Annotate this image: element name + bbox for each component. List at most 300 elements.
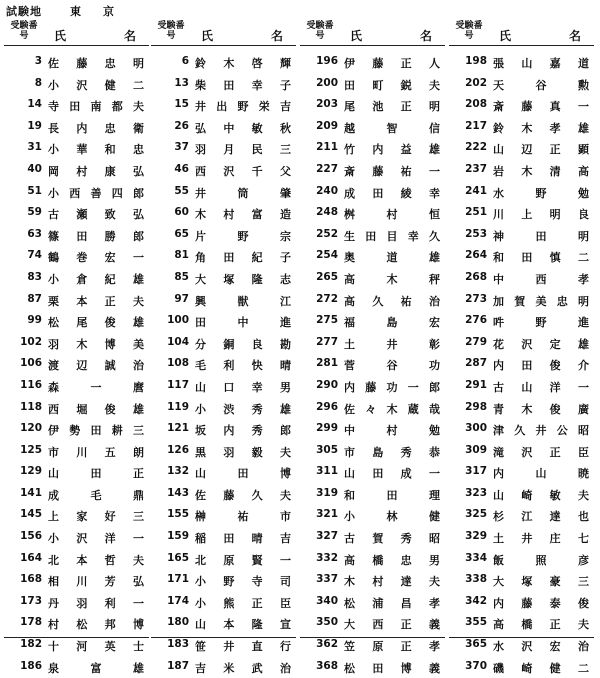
- results-column: [300, 21, 445, 675]
- candidate-name: 鈴 木 孝 雄: [493, 121, 589, 135]
- table-row: [4, 398, 149, 420]
- exam-number: 117: [167, 378, 189, 391]
- table-row: [300, 527, 445, 549]
- table-row: [151, 160, 296, 182]
- candidate-name: 松 尾 俊 雄: [48, 316, 144, 330]
- table-row: [151, 376, 296, 398]
- candidate-name: 福 島 宏: [344, 316, 440, 330]
- table-row: [300, 52, 445, 74]
- exam-number: 180: [167, 616, 189, 629]
- candidate-name: 榊 祐 市: [195, 510, 291, 524]
- column-header: [4, 21, 149, 51]
- table-row: [151, 570, 296, 592]
- exam-number: 241: [465, 184, 487, 197]
- table-row: [300, 635, 445, 657]
- table-row: [449, 160, 594, 182]
- table-row: [449, 117, 594, 139]
- candidate-name: 成 田 綾 幸: [344, 186, 440, 200]
- table-row: [300, 354, 445, 376]
- exam-number: 198: [465, 55, 487, 67]
- exam-number: 309: [465, 443, 487, 456]
- table-row: [151, 484, 296, 506]
- table-row: [151, 613, 296, 635]
- table-row: [300, 657, 445, 678]
- exam-number: 40: [27, 162, 42, 175]
- table-row: [449, 505, 594, 527]
- candidate-name: 佐 藤 忠 明: [48, 57, 144, 70]
- candidate-name: 木 村 富 造: [195, 208, 291, 222]
- exam-number: 13: [174, 76, 189, 89]
- candidate-name: 泉 富 雄: [48, 661, 144, 675]
- candidate-name: 松 田 博 義: [344, 661, 440, 675]
- table-row: [300, 398, 445, 420]
- candidate-name: 西 堀 俊 雄: [48, 402, 144, 416]
- exam-number: 208: [465, 98, 487, 111]
- candidate-name: 山 田 成 一: [344, 467, 440, 481]
- exam-number: 370: [465, 659, 487, 672]
- candidate-name: 岩 木 清 高: [493, 164, 589, 178]
- exam-number: 291: [465, 378, 487, 391]
- name-header-given: 名: [123, 29, 138, 43]
- exam-number: 299: [316, 422, 338, 435]
- exam-number: 155: [167, 508, 189, 521]
- column-header: [300, 21, 445, 51]
- candidate-name: 市 島 秀 恭: [344, 445, 440, 459]
- candidate-name: 土 井 庄 七: [493, 532, 589, 546]
- table-row: [151, 246, 296, 268]
- candidate-name: 高 久 祐 治: [344, 294, 440, 308]
- exam-number: 186: [20, 659, 42, 672]
- candidate-name: 内 田 俊 介: [493, 359, 589, 373]
- table-row: [151, 95, 296, 117]
- candidate-name: 土 井 彰: [344, 337, 440, 351]
- candidate-name: 中 西 孝: [493, 272, 589, 286]
- table-row: [300, 160, 445, 182]
- exam-number: 46: [174, 162, 189, 175]
- table-row: [449, 354, 594, 376]
- candidate-name: 杉 江 達 也: [493, 510, 589, 524]
- exam-number: 116: [20, 378, 42, 391]
- table-row: [449, 268, 594, 290]
- exam-number: 240: [316, 184, 338, 197]
- candidate-name: 大 塚 隆 志: [195, 272, 291, 286]
- exam-number: 337: [316, 573, 338, 586]
- exam-number: 74: [27, 249, 42, 262]
- table-row: [151, 398, 296, 420]
- table-row: [300, 182, 445, 204]
- header-rule: [300, 45, 445, 46]
- table-row: [151, 182, 296, 204]
- candidate-name: 山 本 隆 宣: [195, 618, 291, 632]
- exam-number: 159: [167, 530, 189, 543]
- table-row: [4, 138, 149, 160]
- exam-number: 59: [27, 206, 42, 219]
- exam-number-header: 受験番号: [157, 21, 185, 41]
- exam-number: 83: [27, 270, 42, 283]
- name-header-surname: 氏: [499, 29, 514, 43]
- results-column: [151, 21, 296, 675]
- candidate-name: 水 野 勉: [493, 186, 589, 200]
- table-row: [4, 484, 149, 506]
- name-header: [493, 27, 589, 44]
- table-row: [4, 635, 149, 657]
- table-row: [151, 549, 296, 571]
- exam-number: 329: [465, 530, 487, 543]
- exam-number: 252: [316, 227, 338, 240]
- results-column: [449, 21, 594, 675]
- exam-number: 141: [20, 486, 42, 499]
- candidate-name: 生 田 目 幸 久: [344, 229, 440, 243]
- exam-number: 6: [181, 55, 189, 67]
- table-row: [151, 441, 296, 463]
- exam-number: 334: [465, 551, 487, 564]
- table-row: [151, 138, 296, 160]
- table-row: [449, 484, 594, 506]
- candidate-name: 中 村 勉: [344, 424, 440, 438]
- table-row: [4, 74, 149, 96]
- candidate-name: 天 谷 勲: [493, 78, 589, 92]
- exam-number: 202: [465, 76, 487, 89]
- candidate-name: 高 橋 正 夫: [493, 618, 589, 632]
- results-column: [4, 21, 149, 675]
- exam-number: 118: [20, 400, 42, 413]
- exam-number: 264: [465, 249, 487, 262]
- exam-location-value: 東京: [70, 5, 136, 18]
- exam-number: 26: [174, 119, 189, 132]
- table-row: [300, 419, 445, 441]
- candidate-name: 奥 道 雄: [344, 251, 440, 265]
- name-header-given: 名: [270, 29, 285, 43]
- candidate-name: 伊 藤 正 人: [344, 57, 440, 70]
- exam-number: 81: [174, 249, 189, 262]
- exam-number: 254: [316, 249, 338, 262]
- column-header: [151, 21, 296, 51]
- candidate-name: 笹 井 直 行: [195, 640, 291, 654]
- column-header: [449, 21, 594, 51]
- table-row: [300, 570, 445, 592]
- table-row: [300, 95, 445, 117]
- table-row: [300, 549, 445, 571]
- table-row: [4, 505, 149, 527]
- column-rows: [300, 52, 445, 678]
- exam-number: 102: [20, 335, 42, 348]
- candidate-name: 興 獣 江: [195, 294, 291, 308]
- exam-number: 338: [465, 573, 487, 586]
- table-row: [449, 333, 594, 355]
- candidate-name: 尾 池 正 明: [344, 100, 440, 114]
- table-row: [4, 290, 149, 312]
- header-rule: [449, 45, 594, 46]
- candidate-name: 飯 照 彦: [493, 553, 589, 567]
- exam-number: 97: [174, 292, 189, 305]
- candidate-name: 渡 辺 誠 治: [48, 359, 144, 373]
- table-row: [151, 74, 296, 96]
- table-row: [449, 635, 594, 657]
- candidate-name: 伊 勢 田 耕 三: [48, 424, 144, 438]
- exam-number: 168: [20, 573, 42, 586]
- exam-number: 99: [27, 314, 42, 327]
- candidate-name: 山 崎 敏 夫: [493, 488, 589, 502]
- exam-number-header: 受験番号: [455, 21, 483, 41]
- exam-number: 173: [20, 594, 42, 607]
- table-row: [449, 592, 594, 614]
- candidate-name: 高 橋 忠 男: [344, 553, 440, 567]
- candidate-name: 小 西 善 四 郎: [48, 186, 144, 200]
- exam-number: 279: [465, 335, 487, 348]
- exam-number: 287: [465, 357, 487, 370]
- exam-number: 119: [167, 400, 189, 413]
- candidate-name: 水 沢 宏 治: [493, 640, 589, 654]
- candidate-name: 村 松 邦 博: [48, 618, 144, 632]
- exam-number: 319: [316, 486, 338, 499]
- candidate-name: 岡 村 康 弘: [48, 164, 144, 178]
- candidate-name: 稲 田 晴 吉: [195, 532, 291, 546]
- name-header: [195, 27, 291, 44]
- header-rule: [4, 45, 149, 46]
- name-header-surname: 氏: [54, 29, 69, 43]
- candidate-name: 相 川 芳 弘: [48, 575, 144, 589]
- table-row: [449, 570, 594, 592]
- table-row: [4, 570, 149, 592]
- candidate-name: 長 内 忠 衛: [48, 121, 144, 135]
- candidate-name: 笠 原 正 孝: [344, 640, 440, 654]
- exam-number: 8: [34, 76, 42, 89]
- exam-number: 156: [20, 530, 42, 543]
- exam-number-header: 受験番号: [10, 21, 38, 41]
- exam-number: 104: [167, 335, 189, 348]
- candidate-name: 黒 羽 毅 夫: [195, 445, 291, 459]
- name-header-surname: 氏: [201, 29, 216, 43]
- candidate-name: 菅 谷 功: [344, 359, 440, 373]
- table-row: [449, 441, 594, 463]
- table-row: [300, 203, 445, 225]
- candidate-name: 越 智 信: [344, 121, 440, 135]
- table-row: [151, 290, 296, 312]
- exam-number: 129: [20, 465, 42, 478]
- table-row: [151, 117, 296, 139]
- table-row: [4, 52, 149, 74]
- exam-number: 100: [167, 314, 189, 327]
- exam-number: 145: [20, 508, 42, 521]
- table-row: [449, 398, 594, 420]
- table-row: [151, 635, 296, 657]
- exam-number: 365: [465, 638, 487, 651]
- exam-number: 300: [465, 422, 487, 435]
- name-header-surname: 氏: [350, 29, 365, 43]
- exam-number: 305: [316, 443, 338, 456]
- table-row: [151, 203, 296, 225]
- table-row: [300, 613, 445, 635]
- table-row: [4, 246, 149, 268]
- exam-number: 171: [167, 573, 189, 586]
- table-row: [4, 549, 149, 571]
- table-row: [449, 376, 594, 398]
- exam-number: 143: [167, 486, 189, 499]
- exam-number: 63: [27, 227, 42, 240]
- candidate-name: 羽 月 民 三: [195, 143, 291, 157]
- exam-number: 265: [316, 270, 338, 283]
- table-row: [4, 117, 149, 139]
- table-row: [151, 419, 296, 441]
- name-header: [344, 27, 440, 44]
- candidate-name: 毛 利 快 晴: [195, 359, 291, 373]
- table-row: [151, 333, 296, 355]
- candidate-name: 井 出 野 栄 吉: [195, 100, 291, 114]
- exam-number: 183: [167, 638, 189, 651]
- table-row: [4, 613, 149, 635]
- candidate-name: 小 林 健: [344, 510, 440, 524]
- exam-number: 120: [20, 422, 42, 435]
- table-row: [4, 160, 149, 182]
- table-row: [300, 441, 445, 463]
- table-row: [151, 527, 296, 549]
- candidate-name: 青 木 俊 廣: [493, 402, 589, 416]
- candidate-name: 内 山 暁: [493, 467, 589, 481]
- candidate-name: 田 中 進: [195, 316, 291, 330]
- candidate-name: 山 田 正: [48, 467, 144, 481]
- exam-number: 275: [316, 314, 338, 327]
- column-rows: [151, 52, 296, 678]
- candidate-name: 成 毛 鼎: [48, 488, 144, 502]
- table-row: [449, 52, 594, 74]
- exam-number: 51: [27, 184, 42, 197]
- candidate-name: 十 河 英 士: [48, 640, 144, 654]
- candidate-name: 小 熊 正 臣: [195, 596, 291, 610]
- exam-number: 65: [174, 227, 189, 240]
- table-row: [4, 419, 149, 441]
- candidate-name: 古 瀬 致 弘: [48, 208, 144, 222]
- candidate-name: 丹 羽 利 一: [48, 596, 144, 610]
- exam-number: 222: [465, 141, 487, 154]
- exam-number-header: 受験番号: [306, 21, 334, 41]
- exam-number: 276: [465, 314, 487, 327]
- candidate-name: 滝 沢 正 臣: [493, 445, 589, 459]
- candidate-name: 古 賀 秀 昭: [344, 532, 440, 546]
- candidate-name: 小 倉 紀 雄: [48, 272, 144, 286]
- candidate-name: 鈴 木 啓 輝: [195, 57, 291, 70]
- table-row: [151, 657, 296, 678]
- column-rows: [4, 52, 149, 678]
- candidate-name: 角 田 紀 子: [195, 251, 291, 265]
- candidate-name: 鶴 巻 宏 一: [48, 251, 144, 265]
- exam-number: 327: [316, 530, 338, 543]
- exam-number: 227: [316, 162, 338, 175]
- exam-number: 108: [167, 357, 189, 370]
- exam-number: 298: [465, 400, 487, 413]
- table-row: [4, 333, 149, 355]
- exam-number: 125: [20, 443, 42, 456]
- candidate-name: 古 山 洋 一: [493, 380, 589, 394]
- candidate-name: 内 藤 功 一 郎: [344, 380, 440, 394]
- candidate-name: 小 華 和 忠: [48, 143, 144, 157]
- exam-number: 196: [316, 55, 338, 67]
- table-row: [449, 138, 594, 160]
- table-row: [449, 527, 594, 549]
- candidate-name: 坂 内 秀 郎: [195, 424, 291, 438]
- exam-number: 203: [316, 98, 338, 111]
- exam-number: 164: [20, 551, 42, 564]
- exam-number: 3: [34, 55, 42, 67]
- exam-number: 85: [174, 270, 189, 283]
- table-row: [449, 549, 594, 571]
- exam-number: 251: [465, 206, 487, 219]
- candidate-name: 弘 中 敏 秋: [195, 121, 291, 135]
- candidate-name: 吉 米 武 治: [195, 661, 291, 675]
- table-row: [151, 268, 296, 290]
- table-row: [449, 182, 594, 204]
- table-row: [449, 290, 594, 312]
- exam-number: 350: [316, 616, 338, 629]
- table-row: [449, 74, 594, 96]
- table-row: [300, 138, 445, 160]
- exam-number: 342: [465, 594, 487, 607]
- candidate-name: 小 沢 洋 一: [48, 532, 144, 546]
- candidate-name: 分 銅 良 勘: [195, 337, 291, 351]
- exam-number: 19: [27, 119, 42, 132]
- exam-number: 281: [316, 357, 338, 370]
- candidate-name: 栗 本 正 夫: [48, 294, 144, 308]
- header-rule: [151, 45, 296, 46]
- candidate-name: 北 本 哲 夫: [48, 553, 144, 567]
- candidate-name: 竹 内 益 雄: [344, 143, 440, 157]
- candidate-name: 片 野 宗: [195, 229, 291, 243]
- candidate-name: 川 上 明 良: [493, 208, 589, 222]
- table-row: [300, 74, 445, 96]
- candidate-name: 西 沢 千 父: [195, 164, 291, 178]
- candidate-name: 小 沢 健 二: [48, 78, 144, 92]
- table-row: [449, 657, 594, 678]
- table-row: [300, 505, 445, 527]
- table-row: [4, 441, 149, 463]
- candidate-name: 大 塚 豪 三: [493, 575, 589, 589]
- table-row: [4, 657, 149, 678]
- candidate-name: 斎 藤 祐 一: [344, 164, 440, 178]
- candidate-name: 小 野 寺 司: [195, 575, 291, 589]
- candidate-name: 斎 藤 真 一: [493, 100, 589, 114]
- candidate-name: 小 渋 秀 雄: [195, 402, 291, 416]
- exam-number: 106: [20, 357, 42, 370]
- candidate-name: 佐 藤 久 夫: [195, 488, 291, 502]
- exam-number: 55: [174, 184, 189, 197]
- table-row: [300, 117, 445, 139]
- exam-number: 200: [316, 76, 338, 89]
- table-row: [151, 354, 296, 376]
- candidate-name: 山 口 幸 男: [195, 380, 291, 394]
- table-row: [4, 203, 149, 225]
- candidate-name: 上 家 好 三: [48, 510, 144, 524]
- table-row: [4, 311, 149, 333]
- candidate-name: 佐 々 木 蔵 哉: [344, 402, 440, 416]
- exam-number: 182: [20, 638, 42, 651]
- table-row: [4, 268, 149, 290]
- candidate-name: 北 原 賢 一: [195, 553, 291, 567]
- candidate-name: 高 木 秤: [344, 272, 440, 286]
- candidate-name: 大 西 正 義: [344, 618, 440, 632]
- name-header-given: 名: [568, 29, 583, 43]
- candidate-name: 和 田 慎 二: [493, 251, 589, 265]
- column-rows: [449, 52, 594, 678]
- table-row: [151, 505, 296, 527]
- exam-number: 15: [174, 98, 189, 111]
- table-row: [151, 311, 296, 333]
- exam-number: 325: [465, 508, 487, 521]
- table-row: [300, 311, 445, 333]
- candidate-name: 羽 木 博 美: [48, 337, 144, 351]
- table-row: [4, 95, 149, 117]
- candidate-name: 寺 田 南 都 夫: [48, 100, 144, 114]
- exam-number: 340: [316, 594, 338, 607]
- exam-number: 126: [167, 443, 189, 456]
